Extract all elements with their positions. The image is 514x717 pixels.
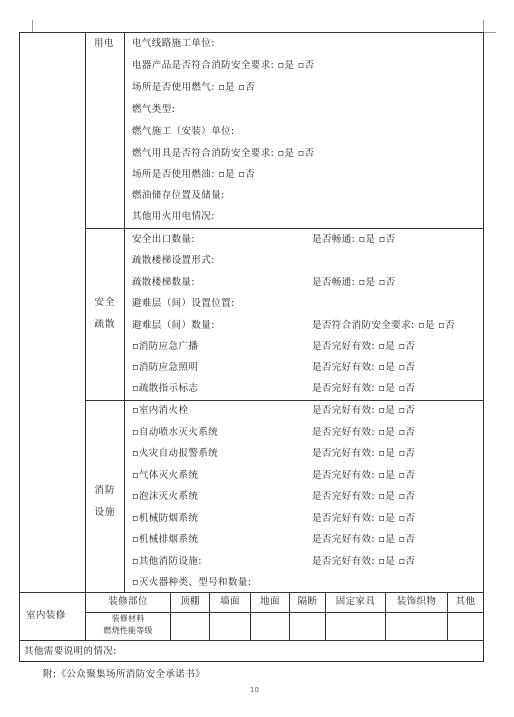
electric-category: 用电 xyxy=(94,38,114,49)
decoration-header-textile: 装饰织物 xyxy=(396,596,437,607)
decoration-header-other: 其他 xyxy=(455,596,476,607)
evac-left-1: 安全出口数量: xyxy=(132,234,196,245)
evac-left-6: ▫消防应急广播 xyxy=(132,341,199,352)
fac-right-5: 是否完好有效: ▫是 ▫否 xyxy=(312,491,416,502)
fac-left-5: ▫泡沫灭火系统 xyxy=(132,491,199,502)
col-line-2 xyxy=(124,32,125,592)
decoration-header-ceiling: 顶棚 xyxy=(180,596,200,607)
section-line-2 xyxy=(85,400,483,401)
fac-right-3: 是否完好有效: ▫是 ▫否 xyxy=(312,448,416,459)
fac-left-3: ▫火灾自动报警系统 xyxy=(132,448,219,459)
facilities-category-2: 设施 xyxy=(94,507,116,518)
evac-left-8: ▫疏散指示标志 xyxy=(132,383,199,394)
fac-left-8: ▫其他消防设施: xyxy=(132,556,202,567)
electric-line-4: 燃气类型: xyxy=(132,104,176,115)
fac-right-1: 是否完好有效: ▫是 ▫否 xyxy=(312,405,416,416)
evac-right-3: 是否畅通: ▫是 ▫否 xyxy=(312,277,396,288)
evac-left-4: 避难层（间）设置位置: xyxy=(132,298,235,309)
fac-left-4: ▫气体灭火系统 xyxy=(132,470,199,481)
fac-left-1: ▫室内消火栓 xyxy=(132,405,189,416)
evac-left-3: 疏散楼梯数量: xyxy=(132,277,196,288)
evac-right-6: 是否完好有效: ▫是 ▫否 xyxy=(312,341,416,352)
fac-left-9: ▫灭火器种类、型号和数量: xyxy=(132,577,252,588)
evacuation-category-1: 安全 xyxy=(94,297,116,308)
crop-mark-top-right-h xyxy=(484,32,496,33)
crop-mark-top-right xyxy=(483,20,484,32)
evacuation-category-2: 疏散 xyxy=(94,319,116,330)
decoration-header-partition: 隔断 xyxy=(297,596,318,607)
evac-left-2: 疏散楼梯设置形式: xyxy=(132,255,215,266)
evac-right-1: 是否畅通: ▫是 ▫否 xyxy=(312,234,396,245)
section-line-1 xyxy=(85,228,483,229)
decoration-header-area: 装修部位 xyxy=(108,596,148,607)
evac-left-5: 避难层（间）数量: xyxy=(132,320,215,331)
crop-mark-top-left xyxy=(32,20,33,32)
facilities-category-1: 消防 xyxy=(94,485,116,496)
electric-line-1: 电气线路施工单位: xyxy=(132,38,215,49)
other-notes: 其他需要说明的情况: xyxy=(24,646,117,657)
electric-line-8: 燃油储存位置及储量: xyxy=(132,190,225,201)
fac-right-8: 是否完好有效: ▫是 ▫否 xyxy=(312,556,416,567)
page-number: 10 xyxy=(250,686,259,694)
decoration-material-line-2: 燃烧性能等级 xyxy=(103,626,153,635)
evac-left-7: ▫消防应急照明 xyxy=(132,362,199,373)
evac-right-5: 是否符合消防安全要求: ▫是 ▫否 xyxy=(312,320,455,331)
electric-line-3: 场所是否使用燃气: ▫是 ▫否 xyxy=(132,82,256,93)
electric-line-5: 燃气施工（安装）单位: xyxy=(132,126,235,137)
fac-right-4: 是否完好有效: ▫是 ▫否 xyxy=(312,470,416,481)
decoration-material-line-1: 装修材料 xyxy=(111,614,145,623)
section-line-3 xyxy=(19,592,484,593)
decoration-label: 室内装修 xyxy=(26,610,66,621)
decoration-header-fixed-furniture: 固定家具 xyxy=(335,596,376,607)
evac-right-7: 是否完好有效: ▫是 ▫否 xyxy=(312,362,416,373)
fac-left-6: ▫机械防烟系统 xyxy=(132,513,199,524)
electric-line-6: 燃气用具是否符合消防安全要求: ▫是 ▫否 xyxy=(132,148,315,159)
decoration-header-floor: 地面 xyxy=(260,596,280,607)
fac-left-7: ▫机械排烟系统 xyxy=(132,534,199,545)
decoration-header-wall: 墙面 xyxy=(220,596,240,607)
evac-right-8: 是否完好有效: ▫是 ▫否 xyxy=(312,383,416,394)
attachment-note: 附:《公众聚集场所消防安全承诺书》 xyxy=(43,669,206,680)
electric-line-7: 场所是否使用燃油: ▫是 ▫否 xyxy=(132,169,256,180)
fac-left-2: ▫自动喷水灭火系统 xyxy=(132,427,219,438)
electric-line-2: 电器产品是否符合消防安全要求: ▫是 ▫否 xyxy=(132,60,315,71)
fac-right-7: 是否完好有效: ▫是 ▫否 xyxy=(312,534,416,545)
decoration-bottom-line xyxy=(19,640,484,641)
fac-right-6: 是否完好有效: ▫是 ▫否 xyxy=(312,513,416,524)
fac-right-2: 是否完好有效: ▫是 ▫否 xyxy=(312,427,416,438)
electric-line-9: 其他用火用电情况: xyxy=(132,211,215,222)
